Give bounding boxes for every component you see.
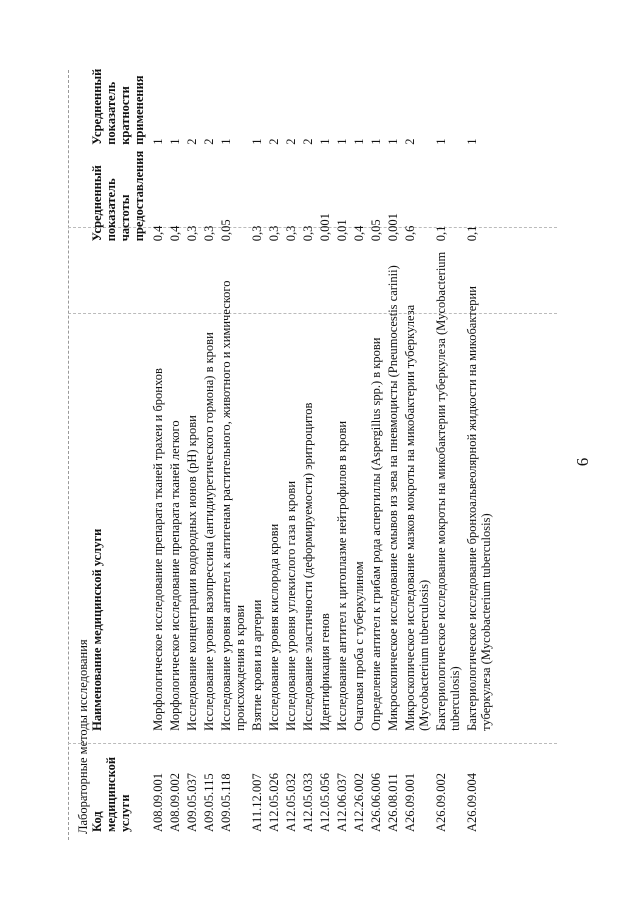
cell-code: A26.08.011 xyxy=(386,773,400,832)
table-header-row xyxy=(90,64,151,834)
cell-name: Морфологическое исследование препарата тканей трахеи и бронхов xyxy=(151,368,165,731)
table-row xyxy=(352,64,369,834)
services-table xyxy=(90,64,496,834)
cell-multiplicity: 1 xyxy=(465,138,479,145)
cell-multiplicity: 1 xyxy=(250,138,264,145)
table-row xyxy=(335,64,352,834)
cell-frequency: 0,3 xyxy=(301,225,315,242)
cell-name: Исследование уровня углекислого газа в крови xyxy=(284,480,298,731)
cell-frequency: 0,3 xyxy=(284,225,298,242)
table-row xyxy=(185,64,202,834)
header-name: Наименование медицинской услуги xyxy=(90,528,104,731)
header-code: Код медицинской услуги xyxy=(90,756,132,832)
cell-name: Исследование уровня антител к антигенам растительного, животного и химического происхождения в крови xyxy=(219,280,247,731)
cell-name: Определение антител к грибам рода аспергиллы (Aspergillus spp.) в крови xyxy=(369,337,383,731)
cell-multiplicity: 2 xyxy=(301,138,315,145)
cell-multiplicity: 1 xyxy=(352,138,366,145)
cell-frequency: 0,4 xyxy=(352,225,366,242)
table-row xyxy=(318,64,335,834)
cell-frequency: 0,3 xyxy=(250,225,264,242)
table-row xyxy=(301,64,318,834)
cell-name: Микроскопическое исследование смывов из зева на пневмоцисты (Pneumocestis carinii) xyxy=(386,265,400,731)
cell-name: Исследование уровня кислорода крови xyxy=(267,523,281,731)
cell-frequency: 0,6 xyxy=(403,225,417,242)
cell-code: A12.06.037 xyxy=(335,772,349,832)
cell-multiplicity: 2 xyxy=(284,138,298,145)
cell-frequency: 0,4 xyxy=(168,225,182,242)
cell-frequency: 0,05 xyxy=(219,219,233,242)
cell-name: Исследование концентрации водородных ионов (pH) крови xyxy=(185,415,199,731)
table-row xyxy=(386,64,403,834)
cell-frequency: 0,001 xyxy=(318,213,332,242)
cell-name: Идентификация генов xyxy=(318,613,332,731)
section-title: Лабораторные методы исследования xyxy=(76,639,90,834)
header-dashed-rule xyxy=(68,70,69,840)
cell-frequency: 0,1 xyxy=(434,225,448,242)
cell-code: A26.06.006 xyxy=(369,772,383,832)
cell-code: A09.05.115 xyxy=(202,773,216,832)
table-row xyxy=(267,64,284,834)
cell-name: Морфологическое исследование препарата тканей легкого xyxy=(168,420,182,731)
cell-code: A26.09.001 xyxy=(403,772,417,832)
cell-multiplicity: 2 xyxy=(185,138,199,145)
cell-code: A09.05.118 xyxy=(219,773,233,832)
cell-multiplicity: 2 xyxy=(267,138,281,145)
cell-multiplicity: 1 xyxy=(318,138,332,145)
cell-code: A12.05.026 xyxy=(267,772,281,832)
cell-code: A12.05.056 xyxy=(318,772,332,832)
page-number: 6 xyxy=(573,457,592,467)
cell-multiplicity: 1 xyxy=(434,138,448,145)
cell-name: Взятие крови из артерии xyxy=(250,599,264,731)
table-row xyxy=(219,64,250,834)
cell-code: A12.05.033 xyxy=(301,772,315,832)
cell-frequency: 0,01 xyxy=(335,219,349,242)
table-row xyxy=(434,64,465,834)
cell-code: A12.05.032 xyxy=(284,772,298,832)
header-frequency: Усредненный показатель частоты предоставления xyxy=(90,150,146,242)
cell-multiplicity: 2 xyxy=(403,138,417,145)
table-row xyxy=(284,64,301,834)
cell-code: A12.26.002 xyxy=(352,772,366,832)
cell-code: A26.09.004 xyxy=(465,772,479,832)
cell-name: Очаговая проба с туберкулином xyxy=(352,561,366,731)
cell-code: A08.09.002 xyxy=(168,772,182,832)
table-row xyxy=(250,64,267,834)
table-row xyxy=(151,64,168,834)
header-multiplicity: Усредненный показатель кратности применения xyxy=(90,68,146,145)
cell-multiplicity: 2 xyxy=(202,138,216,145)
cell-name: Исследование эластичности (деформируемости) эритроцитов xyxy=(301,402,315,731)
table-row xyxy=(369,64,386,834)
table-row xyxy=(465,64,496,834)
rotated-page-content xyxy=(60,65,565,840)
table-row xyxy=(403,64,434,834)
cell-multiplicity: 1 xyxy=(219,138,233,145)
cell-code: A26.09.002 xyxy=(434,772,448,832)
cell-name: Микроскопическое исследование мазков мокроты на микобактерии туберкулеза (Mycobacterium tuberculosis) xyxy=(403,304,431,731)
cell-name: Исследование антител к цитоплазме нейтрофилов в крови xyxy=(335,420,349,731)
cell-frequency: 0,1 xyxy=(465,225,479,242)
cell-code: A08.09.001 xyxy=(151,772,165,832)
cell-frequency: 0,05 xyxy=(369,219,383,242)
cell-multiplicity: 1 xyxy=(369,138,383,145)
cell-multiplicity: 1 xyxy=(335,138,349,145)
cell-frequency: 0,3 xyxy=(202,225,216,242)
cell-name: Исследование уровня вазопрессина (антидиуретического гормона) в крови xyxy=(202,332,216,731)
cell-frequency: 0,4 xyxy=(151,225,165,242)
cell-name: Бактериологическое исследование бронхоальвеолярной жидкости на микобактерии туберкулеза (Mycobacterium tuberculosis) xyxy=(465,286,493,731)
table-row xyxy=(202,64,219,834)
cell-name: Бактериологическое исследование мокроты на микобактерии туберкулеза (Mycobacterium tuberculosis) xyxy=(434,251,462,731)
cell-frequency: 0,3 xyxy=(267,225,281,242)
cell-multiplicity: 1 xyxy=(386,138,400,145)
cell-frequency: 0,3 xyxy=(185,225,199,242)
cell-code: A09.05.037 xyxy=(185,772,199,832)
cell-code: A11.12.007 xyxy=(250,773,264,832)
cell-frequency: 0,001 xyxy=(386,213,400,242)
cell-multiplicity: 1 xyxy=(151,138,165,145)
table-row xyxy=(168,64,185,834)
cell-multiplicity: 1 xyxy=(168,138,182,145)
